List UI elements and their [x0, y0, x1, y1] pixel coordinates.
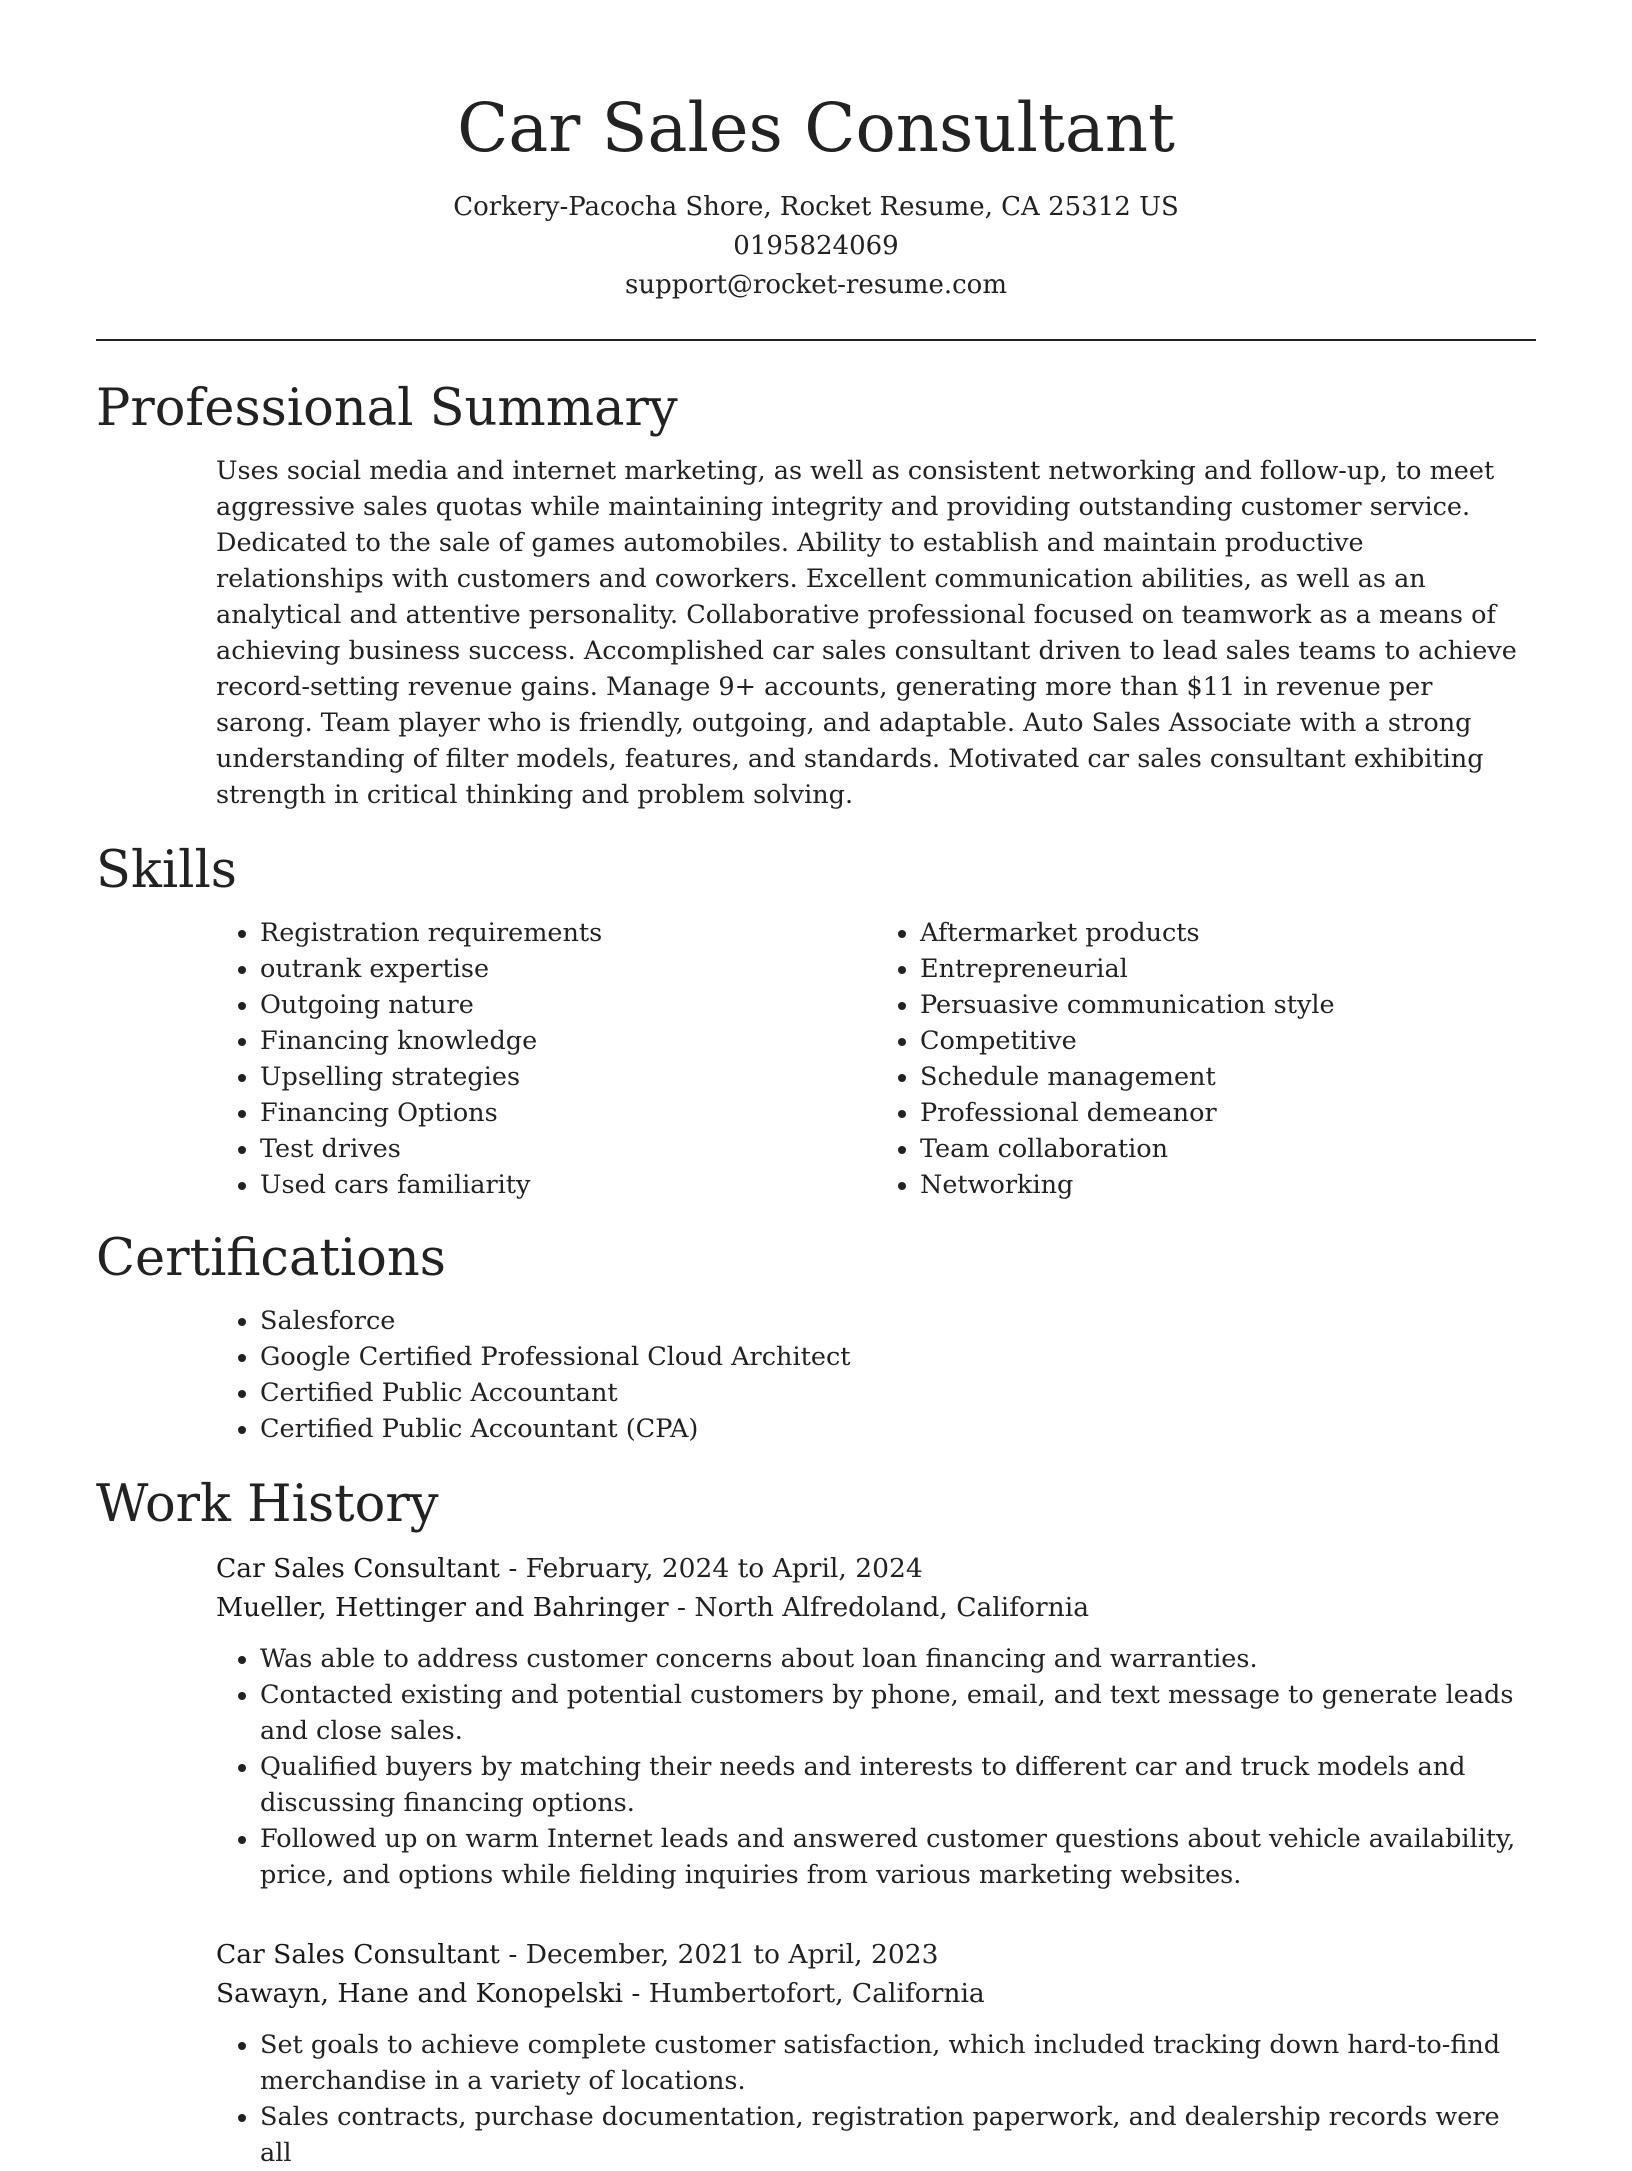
- work-history-section: [96, 1473, 1536, 2171]
- job-company-line: [216, 1974, 1536, 2013]
- certification-item: • Certified Public Accountant (CPA): [260, 1411, 1536, 1447]
- skill-item: • Schedule management: [920, 1059, 1536, 1095]
- skills-heading: Skills: [96, 841, 237, 900]
- skill-item: • Aftermarket products: [920, 915, 1536, 951]
- job-bullets: [216, 2027, 1536, 2171]
- job-bullet: • Qualified buyers by matching their needs and interests to different car and truck models and discussing financing options.: [260, 1749, 1536, 1821]
- contact-phone: 0195824069: [733, 231, 899, 261]
- contact-address: Corkery-Pacocha Shore, Rocket Resume, CA 25312 US: [453, 192, 1179, 222]
- certification-item: • Certified Public Accountant: [260, 1375, 1536, 1411]
- skill-item: • Team collaboration: [920, 1131, 1536, 1167]
- header-divider: [96, 339, 1536, 341]
- candidate-name: Car Sales Consultant: [457, 89, 1175, 167]
- contact-block: [96, 188, 1536, 305]
- skill-item: • Competitive: [920, 1023, 1536, 1059]
- summary-section: [96, 377, 1536, 813]
- skill-item: • Test drives: [260, 1131, 876, 1167]
- work-history-heading: Work History: [96, 1475, 439, 1534]
- work-history-body: [216, 1549, 1536, 2171]
- job-title-line: [216, 1935, 1536, 1974]
- job-title: Car Sales Consultant: [216, 1939, 500, 1970]
- job-company: Sawayn, Hane and Konopelski: [216, 1978, 623, 2009]
- skills-body: [216, 915, 1536, 1203]
- certifications-list: [216, 1303, 1536, 1447]
- skill-item: • Financing knowledge: [260, 1023, 876, 1059]
- job-bullet: • Followed up on warm Internet leads and answered customer questions about vehicle availability, price, and options while fielding inquiries from various marketing websites.: [260, 1821, 1536, 1893]
- summary-heading: Professional Summary: [96, 379, 678, 438]
- job-bullet: • Sales contracts, purchase documentation, registration paperwork, and dealership records were all: [260, 2099, 1536, 2171]
- job-bullet: • Contacted existing and potential customers by phone, email, and text message to generate leads and close sales.: [260, 1677, 1536, 1749]
- skill-item: • Outgoing nature: [260, 987, 876, 1023]
- job-entry: [216, 1549, 1536, 1893]
- job-location: - Humbertofort, California: [622, 1978, 985, 2009]
- certifications-heading: Certifications: [96, 1229, 446, 1288]
- skills-grid: [216, 915, 1536, 1203]
- summary-body: [216, 453, 1536, 813]
- job-bullet: • Was able to address customer concerns about loan financing and warranties.: [260, 1641, 1536, 1677]
- job-dates: - February, 2024 to April, 2024: [499, 1553, 923, 1584]
- job-location: - North Alfredoland, California: [668, 1592, 1089, 1623]
- certifications-body: [216, 1303, 1536, 1447]
- job-bullet: • Set goals to achieve complete customer satisfaction, which included tracking down hard-to-find merchandise in a variety of locations.: [260, 2027, 1536, 2099]
- skill-item: • Used cars familiarity: [260, 1167, 876, 1203]
- skill-item: • Professional demeanor: [920, 1095, 1536, 1131]
- skill-item: • Financing Options: [260, 1095, 876, 1131]
- job-dates: - December, 2021 to April, 2023: [499, 1939, 939, 1970]
- skill-item: • Registration requirements: [260, 915, 876, 951]
- resume-page: [96, 0, 1536, 2171]
- certifications-section: [96, 1227, 1536, 1447]
- skills-section: [96, 839, 1536, 1203]
- resume-header: [96, 0, 1536, 305]
- certification-item: • Google Certified Professional Cloud Architect: [260, 1339, 1536, 1375]
- summary-text: Uses social media and internet marketing, as well as consistent networking and follow-up, to meet aggressive sales quotas while maintaining integrity and providing outstanding customer service. Dedicated to the sale of games automobiles. Ability to establish and maintain productive relationships with customers and coworkers. Excellent communication abilities, as well as an analytical and attentive personality. Collaborative professional focused on teamwork as a means of achieving business success. Accomplished car sales consultant driven to lead sales teams to achieve record-setting revenue gains. Manage 9+ accounts, generating more than $11 in revenue per sarong. Team player who is friendly, outgoing, and adaptable. Auto Sales Associate with a strong understanding of filter models, features, and standards. Motivated car sales consultant exhibiting strength in critical thinking and problem solving.: [216, 456, 1517, 810]
- skill-item: • Entrepreneurial: [920, 951, 1536, 987]
- contact-email: support@rocket-resume.com: [624, 270, 1007, 300]
- job-title: Car Sales Consultant: [216, 1553, 500, 1584]
- job-company: Mueller, Hettinger and Bahringer: [216, 1592, 669, 1623]
- skill-item: • outrank expertise: [260, 951, 876, 987]
- certification-item: • Salesforce: [260, 1303, 1536, 1339]
- job-entry: [216, 1935, 1536, 2171]
- skills-column-left: [216, 915, 876, 1203]
- job-company-line: [216, 1588, 1536, 1627]
- skill-item: • Upselling strategies: [260, 1059, 876, 1095]
- skills-column-right: [876, 915, 1536, 1203]
- job-title-line: [216, 1549, 1536, 1588]
- job-bullets: [216, 1641, 1536, 1893]
- skill-item: • Persuasive communication style: [920, 987, 1536, 1023]
- skill-item: • Networking: [920, 1167, 1536, 1203]
